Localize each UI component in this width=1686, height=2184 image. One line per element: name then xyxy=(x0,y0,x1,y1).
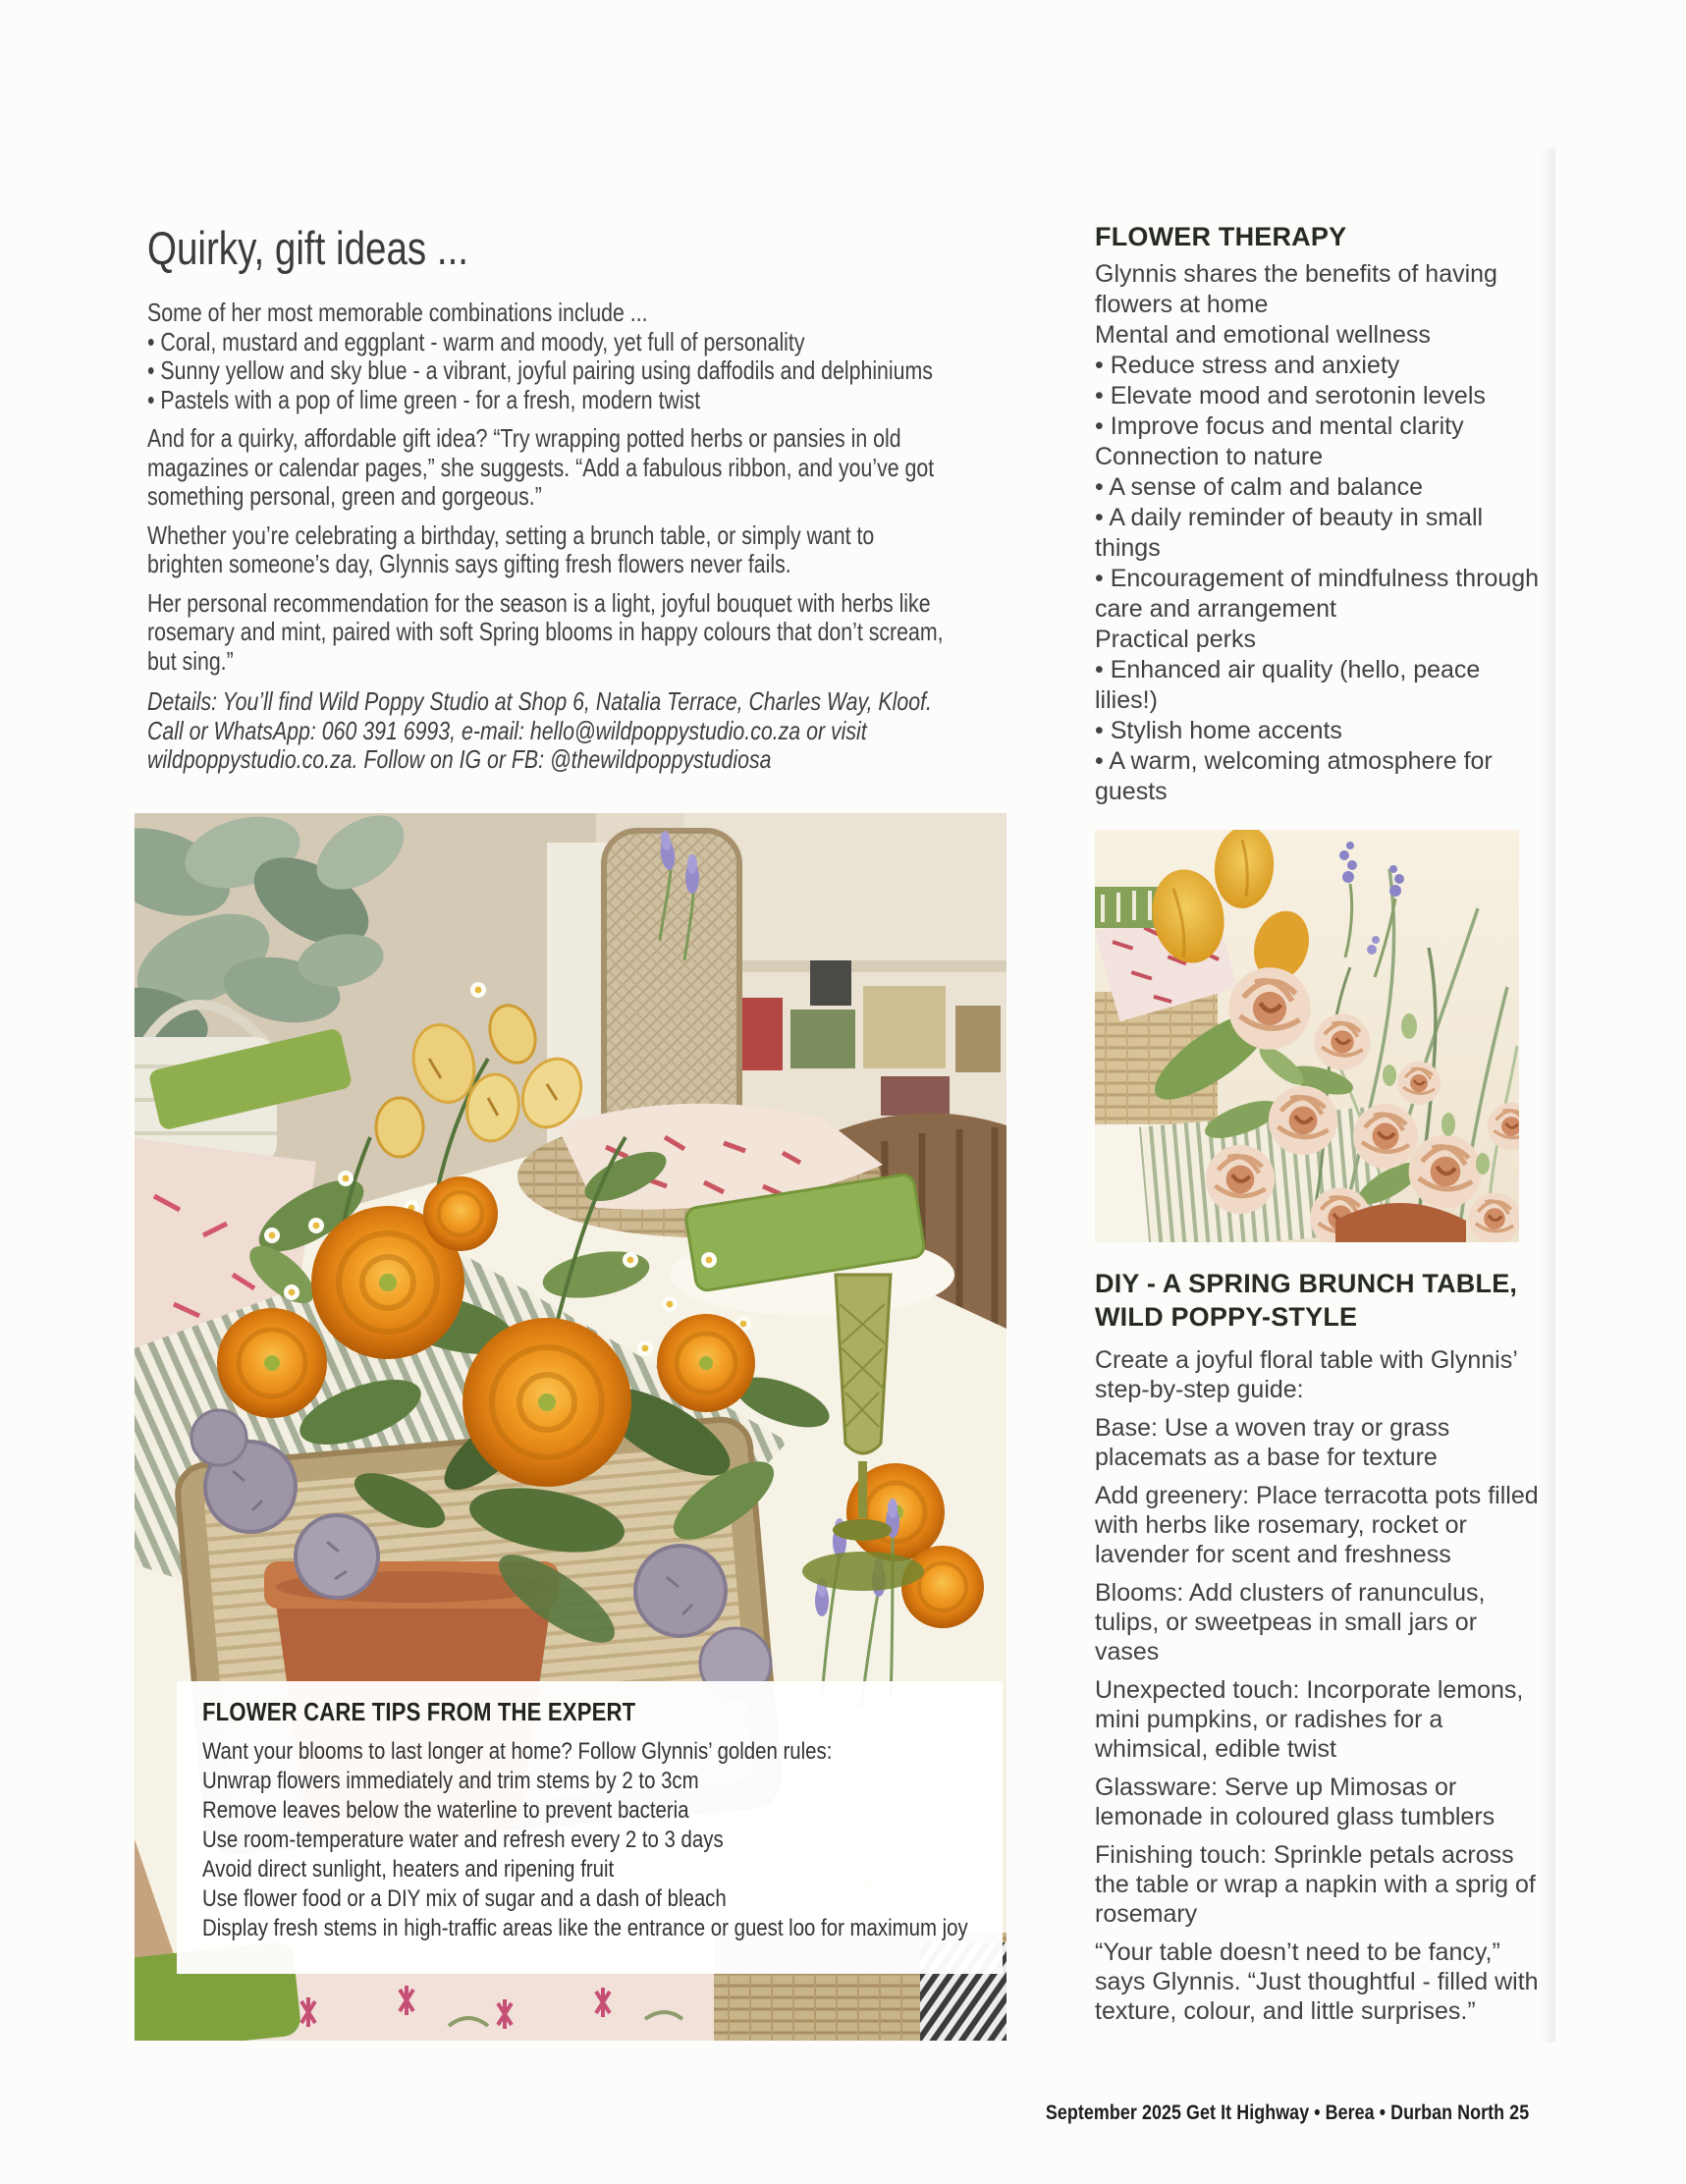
therapy-item: • Encouragement of mindfulness through care and arrangement xyxy=(1095,565,1540,623)
care-tip: Display fresh stems in high-traffic areas like the entrance or guest loo for maximum joy xyxy=(202,1915,968,1941)
flower-therapy-section xyxy=(1095,222,1543,807)
body-paragraph: Whether you’re celebrating a birthday, setting a brunch table, or simply want to brighten someone’s day, Glynnis says gifting fresh flowers never fails. xyxy=(147,519,875,578)
therapy-item: • Improve focus and mental clarity xyxy=(1095,412,1464,440)
footer-issue-info: September 2025 Get It Highway • Berea • Durban North 25 xyxy=(1045,2102,1529,2124)
care-tips-heading: FLOWER CARE TIPS FROM THE EXPERT xyxy=(202,1697,636,1726)
bullet-item: • Coral, mustard and eggplant - warm and moody, yet full of personality xyxy=(147,326,805,356)
diy-step: Unexpected touch: Incorporate lemons, mini pumpkins, or radishes for a whimsical, edible twist xyxy=(1095,1676,1524,1763)
page-footer xyxy=(840,2102,1529,2125)
diy-step: Add greenery: Place terracotta pots filled with herbs like rosemary, rocket or lavender for scent and freshness xyxy=(1095,1482,1539,1568)
side-photo-flowers xyxy=(1095,830,1519,1242)
diy-intro: Create a joyful floral table with Glynnis’ step-by-step guide: xyxy=(1095,1346,1517,1403)
flower-care-tips-box xyxy=(177,1681,1003,1974)
care-tip: Remove leaves below the waterline to prevent bacteria xyxy=(202,1797,689,1824)
therapy-item: • A warm, welcoming atmosphere for guests xyxy=(1095,747,1493,805)
care-tip: Use flower food or a DIY mix of sugar and a dash of bleach xyxy=(202,1885,727,1912)
diy-step: Base: Use a woven tray or grass placemats as a base for texture xyxy=(1095,1414,1450,1471)
care-tips-intro: Want your blooms to last longer at home? Follow Glynnis’ golden rules: xyxy=(202,1738,833,1765)
therapy-section-title: Mental and emotional wellness xyxy=(1095,321,1431,349)
therapy-item: • Stylish home accents xyxy=(1095,717,1342,744)
bullet-item: • Sunny yellow and sky blue - a vibrant, joyful pairing using daffodils and delphiniums xyxy=(147,355,933,385)
contact-details: Details: You’ll find Wild Poppy Studio at Shop 6, Natalia Terrace, Charles Way, Kloof. Call or WhatsApp: 060 391 6993, e-mail: hello@wildpoppystudio.co.za or visit wildpoppystudio.co.za. Follow on IG or FB: @thewildpoppystudiosa xyxy=(147,686,932,774)
page-edge-shadow xyxy=(1540,147,1555,2043)
diy-heading: DIY - A SPRING BRUNCH TABLE, WILD POPPY-STYLE xyxy=(1095,1269,1518,1332)
therapy-item: • Reduce stress and anxiety xyxy=(1095,352,1400,379)
therapy-section-title: Connection to nature xyxy=(1095,443,1324,470)
flower-therapy-subheading: Glynnis shares the benefits of having flowers at home xyxy=(1095,260,1497,318)
intro-paragraph: Some of her most memorable combinations include ... xyxy=(147,298,648,327)
therapy-section-title: Practical perks xyxy=(1095,626,1256,653)
left-column xyxy=(147,222,962,775)
body-paragraph: Her personal recommendation for the season is a light, joyful bouquet with herbs like rosemary and mint, paired with soft Spring blooms in happy colours that don’t scream, but sing.” xyxy=(147,587,944,676)
care-tip: Unwrap flowers immediately and trim stems by 2 to 3cm xyxy=(202,1768,699,1794)
diy-quote: “Your table doesn’t need to be fancy,” says Glynnis. “Just thoughtful - filled with texture, colour, and little surprises.” xyxy=(1095,1938,1539,2025)
body-paragraph: And for a quirky, affordable gift idea? “Try wrapping potted herbs or pansies in old magazines or calendar pages,” she suggests. “Add a fabulous ribbon, and you’ve got something personal, green and gorgeous.” xyxy=(147,423,935,511)
flower-therapy-heading: FLOWER THERAPY xyxy=(1095,222,1347,251)
page-title: Quirky, gift ideas ... xyxy=(147,222,468,274)
therapy-item: • A daily reminder of beauty in small things xyxy=(1095,504,1484,562)
diy-step: Finishing touch: Sprinkle petals across the table or wrap a napkin with a sprig of rosemary xyxy=(1095,1841,1536,1928)
diy-step: Blooms: Add clusters of ranunculus, tulips, or sweetpeas in small jars or vases xyxy=(1095,1579,1486,1665)
side-photo-illustration xyxy=(1095,830,1519,1242)
therapy-item: • A sense of calm and balance xyxy=(1095,473,1423,501)
diy-step: Glassware: Serve up Mimosas or lemonade in coloured glass tumblers xyxy=(1095,1774,1496,1830)
care-tip: Use room-temperature water and refresh every 2 to 3 days xyxy=(202,1827,724,1853)
main-photo-brunch-table xyxy=(135,813,1006,2041)
therapy-item: • Enhanced air quality (hello, peace lilies!) xyxy=(1095,656,1481,714)
bullet-item: • Pastels with a pop of lime green - for a fresh, modern twist xyxy=(147,384,701,414)
diy-section xyxy=(1095,1267,1543,2035)
therapy-item: • Elevate mood and serotonin levels xyxy=(1095,382,1486,410)
care-tip: Avoid direct sunlight, heaters and ripening fruit xyxy=(202,1856,615,1883)
